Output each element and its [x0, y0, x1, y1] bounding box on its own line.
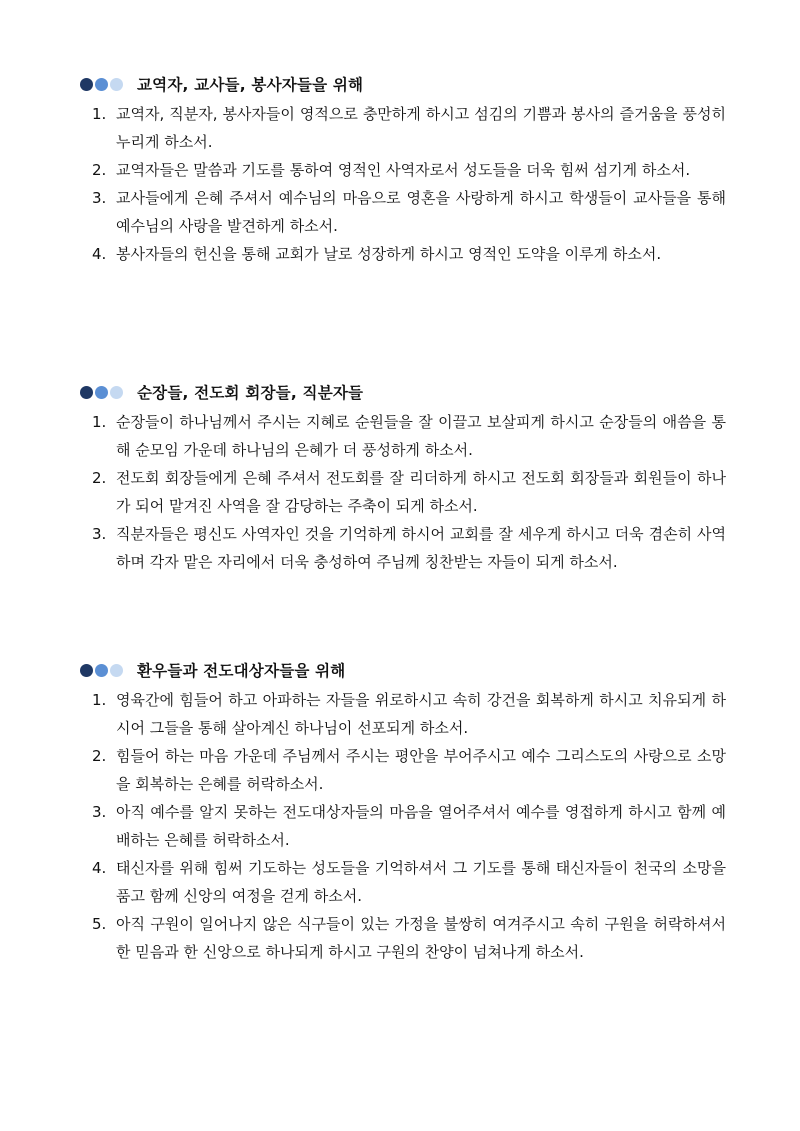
medium-dot-icon: [95, 664, 108, 677]
item-number: 1.: [92, 691, 107, 709]
item-number: 2.: [92, 469, 107, 487]
light-dot-icon: [110, 78, 123, 91]
light-dot-icon: [110, 386, 123, 399]
bullet-dots-icon: [80, 78, 125, 91]
section-title: 환우들과 전도대상자들을 위해: [137, 662, 346, 680]
item-number: 4.: [92, 245, 107, 263]
section-heading: [80, 656, 726, 684]
list-item: [80, 854, 726, 910]
section-leaders: [80, 378, 726, 576]
item-number: 2.: [92, 747, 107, 765]
medium-dot-icon: [95, 386, 108, 399]
dark-dot-icon: [80, 664, 93, 677]
list-item: [80, 520, 726, 576]
item-text: 순장들이 하나님께서 주시는 지혜로 순원들을 잘 이끌고 보살피게 하시고 순장들의 애씀을 통해 순모임 가운데 하나님의 은혜가 더 풍성하게 하소서.: [116, 413, 726, 459]
list-item: [80, 240, 726, 268]
list-item: [80, 464, 726, 520]
prayer-list: [80, 100, 726, 268]
item-text: 교사들에게 은혜 주셔서 예수님의 마음으로 영혼을 사랑하게 하시고 학생들이 교사들을 통해 예수님의 사랑을 발견하게 하소서.: [116, 189, 726, 235]
item-text: 교역자들은 말씀과 기도를 통하여 영적인 사역자로서 성도들을 더욱 힘써 섬기게 하소서.: [116, 161, 691, 179]
item-text: 봉사자들의 헌신을 통해 교회가 날로 성장하게 하시고 영적인 도약을 이루게 하소서.: [116, 245, 662, 263]
section-heading: [80, 378, 726, 406]
list-item: [80, 686, 726, 742]
list-item: [80, 184, 726, 240]
item-number: 1.: [92, 105, 107, 123]
section-title: 교역자, 교사들, 봉사자들을 위해: [137, 76, 364, 94]
section-patients: [80, 656, 726, 966]
item-text: 전도회 회장들에게 은혜 주셔서 전도회를 잘 리더하게 하시고 전도회 회장들과 회원들이 하나가 되어 맡겨진 사역을 잘 감당하는 주축이 되게 하소서.: [116, 469, 726, 515]
list-item: [80, 742, 726, 798]
section-title: 순장들, 전도회 회장들, 직분자들: [137, 384, 364, 402]
item-text: 교역자, 직분자, 봉사자들이 영적으로 충만하게 하시고 섬김의 기쁨과 봉사의 즐거움을 풍성히 누리게 하소서.: [116, 105, 726, 151]
section-heading: [80, 70, 726, 98]
prayer-list: [80, 408, 726, 576]
item-text: 직분자들은 평신도 사역자인 것을 기억하게 하시어 교회를 잘 세우게 하시고 더욱 겸손히 사역하며 각자 맡은 자리에서 더욱 충성하여 주님께 칭찬받는 자들이 되게 하소서.: [116, 525, 726, 571]
item-text: 아직 구원이 일어나지 않은 식구들이 있는 가정을 불쌍히 여겨주시고 속히 구원을 허락하셔서 한 믿음과 한 신앙으로 하나되게 하시고 구원의 찬양이 넘쳐나게 하소서.: [116, 915, 726, 961]
item-number: 2.: [92, 161, 107, 179]
prayer-list: [80, 686, 726, 966]
item-number: 4.: [92, 859, 107, 877]
medium-dot-icon: [95, 78, 108, 91]
light-dot-icon: [110, 664, 123, 677]
section-workers: [80, 70, 726, 268]
item-number: 3.: [92, 803, 107, 821]
list-item: [80, 910, 726, 966]
item-number: 3.: [92, 189, 107, 207]
item-text: 힘들어 하는 마음 가운데 주님께서 주시는 평안을 부어주시고 예수 그리스도의 사랑으로 소망을 회복하는 은혜를 허락하소서.: [116, 747, 726, 793]
item-text: 영육간에 힘들어 하고 아파하는 자들을 위로하시고 속히 강건을 회복하게 하시고 치유되게 하시어 그들을 통해 살아계신 하나님이 선포되게 하소서.: [116, 691, 726, 737]
bullet-dots-icon: [80, 386, 125, 399]
item-number: 3.: [92, 525, 107, 543]
list-item: [80, 408, 726, 464]
list-item: [80, 156, 726, 184]
dark-dot-icon: [80, 386, 93, 399]
item-text: 태신자를 위해 힘써 기도하는 성도들을 기억하셔서 그 기도를 통해 태신자들이 천국의 소망을 품고 함께 신앙의 여정을 걷게 하소서.: [116, 859, 726, 905]
item-number: 1.: [92, 413, 107, 431]
list-item: [80, 100, 726, 156]
dark-dot-icon: [80, 78, 93, 91]
bullet-dots-icon: [80, 664, 125, 677]
item-text: 아직 예수를 알지 못하는 전도대상자들의 마음을 열어주셔서 예수를 영접하게 하시고 함께 예배하는 은혜를 허락하소서.: [116, 803, 726, 849]
item-number: 5.: [92, 915, 107, 933]
list-item: [80, 798, 726, 854]
